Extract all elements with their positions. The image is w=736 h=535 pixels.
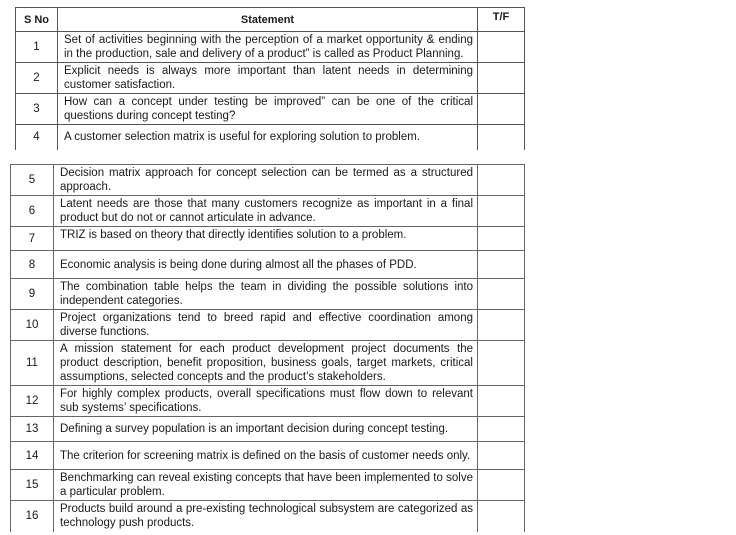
row-number: 11 — [11, 341, 54, 386]
table-row — [11, 227, 525, 251]
row-statement: A customer selection matrix is useful for exploring solution to problem. — [58, 125, 478, 150]
row-number: 14 — [11, 442, 54, 470]
row-statement: Latent needs are those that many customers recognize as important in a final product but do not or cannot articulate in advance. — [54, 196, 478, 227]
tf-answer-cell[interactable] — [478, 63, 525, 94]
row-number: 6 — [11, 196, 54, 227]
row-statement: Economic analysis is being done during almost all the phases of PDD. — [54, 251, 478, 279]
tf-answer-cell[interactable] — [478, 251, 525, 279]
row-number: 9 — [11, 279, 54, 310]
tf-answer-cell[interactable] — [478, 442, 525, 470]
tf-answer-cell[interactable] — [478, 470, 525, 501]
row-statement: For highly complex products, overall specifications must flow down to relevant sub systems’ specifications. — [54, 386, 478, 417]
table-row — [11, 501, 525, 532]
row-number: 12 — [11, 386, 54, 417]
table-row — [11, 196, 525, 227]
table-row — [11, 386, 525, 417]
table-row — [16, 32, 525, 63]
table-row — [11, 341, 525, 386]
tf-answer-cell[interactable] — [478, 417, 525, 442]
table-row — [16, 63, 525, 94]
row-statement: Products build around a pre-existing technological subsystem are categorized as technology push products. — [54, 501, 478, 532]
tf-answer-cell[interactable] — [478, 341, 525, 386]
row-statement: How can a concept under testing be improved” can be one of the critical questions during concept testing? — [58, 94, 478, 125]
table-row — [11, 165, 525, 196]
tf-answer-cell[interactable] — [478, 501, 525, 532]
row-statement: Project organizations tend to breed rapid and effective coordination among diverse functions. — [54, 310, 478, 341]
row-statement: TRIZ is based on theory that directly identifies solution to a problem. — [54, 227, 478, 251]
tf-answer-cell[interactable] — [478, 196, 525, 227]
row-statement: Explicit needs is always more important than latent needs in determining customer satisfaction. — [58, 63, 478, 94]
table-row — [11, 442, 525, 470]
tf-answer-cell[interactable] — [478, 165, 525, 196]
row-number: 8 — [11, 251, 54, 279]
row-number: 4 — [16, 125, 58, 150]
statements-table-part-1 — [15, 7, 525, 150]
row-statement: A mission statement for each product development project documents the product description, benefit proposition, business goals, target markets, critical assumptions, selected concepts and the product’s stakeholders. — [54, 341, 478, 386]
tf-answer-cell[interactable] — [478, 32, 525, 63]
tf-answer-cell[interactable] — [478, 279, 525, 310]
statements-table-part-2 — [10, 164, 525, 532]
tf-answer-cell[interactable] — [478, 125, 525, 150]
row-statement: The combination table helps the team in dividing the possible solutions into independent categories. — [54, 279, 478, 310]
row-number: 1 — [16, 32, 58, 63]
header-row — [16, 8, 525, 32]
row-number: 10 — [11, 310, 54, 341]
row-number: 2 — [16, 63, 58, 94]
row-statement: Decision matrix approach for concept selection can be termed as a structured approach. — [54, 165, 478, 196]
row-statement: Benchmarking can reveal existing concepts that have been implemented to solve a particular problem. — [54, 470, 478, 501]
header-sno: S No — [16, 8, 58, 32]
table-row — [11, 417, 525, 442]
row-statement: Defining a survey population is an important decision during concept testing. — [54, 417, 478, 442]
tf-answer-cell[interactable] — [478, 310, 525, 341]
table-row — [11, 310, 525, 341]
table-row — [16, 125, 525, 150]
row-statement: The criterion for screening matrix is defined on the basis of customer needs only. — [54, 442, 478, 470]
table-row — [11, 251, 525, 279]
table-row — [11, 279, 525, 310]
row-number: 5 — [11, 165, 54, 196]
header-statement: Statement — [58, 8, 478, 32]
tf-answer-cell[interactable] — [478, 386, 525, 417]
row-number: 16 — [11, 501, 54, 532]
header-tf: T/F — [478, 8, 525, 32]
row-number: 7 — [11, 227, 54, 251]
table-row — [16, 94, 525, 125]
table-row — [11, 470, 525, 501]
row-number: 15 — [11, 470, 54, 501]
tf-answer-cell[interactable] — [478, 94, 525, 125]
row-number: 13 — [11, 417, 54, 442]
row-number: 3 — [16, 94, 58, 125]
row-statement: Set of activities beginning with the perception of a market opportunity & ending in the production, sale and delivery of a product” is called as Product Planning. — [58, 32, 478, 63]
tf-answer-cell[interactable] — [478, 227, 525, 251]
